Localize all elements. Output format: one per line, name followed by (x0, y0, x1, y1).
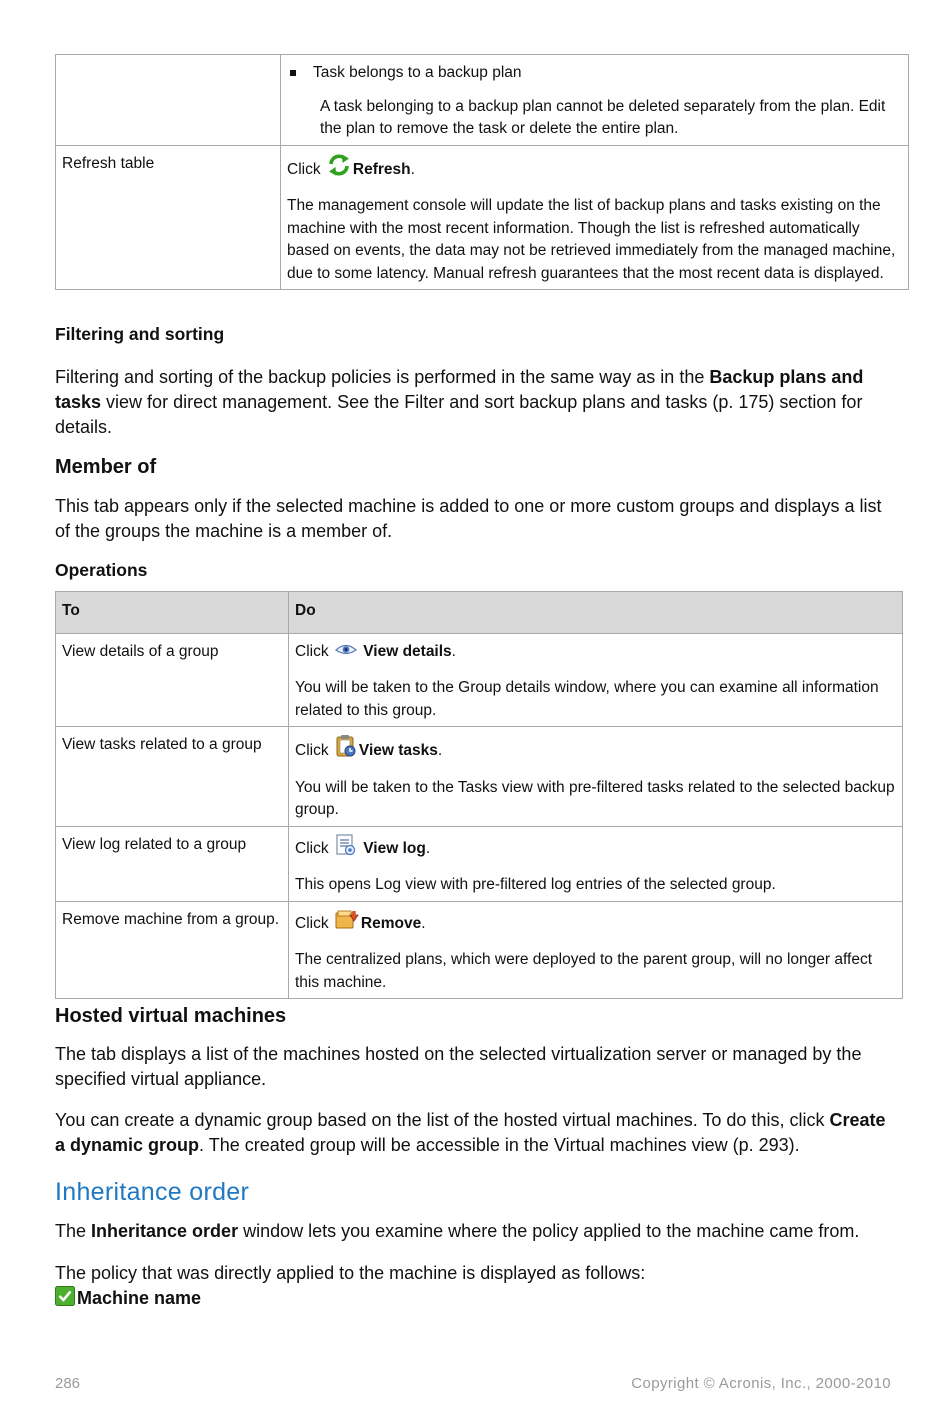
text-span: The (55, 1221, 92, 1241)
action-label: View log (363, 839, 426, 857)
text-span: . The created group will be accessible in the Virtual machines view (p. 293). (199, 1135, 800, 1155)
bold-span: Inheritance order (91, 1221, 239, 1241)
column-header-to: To (56, 592, 289, 634)
click-instruction: Click View log. (295, 834, 896, 864)
table-header-row (56, 592, 903, 634)
table-cell-do (289, 633, 903, 727)
table-cell-to: Refresh table (56, 145, 281, 290)
operations-table (55, 591, 903, 999)
click-label: Click (295, 642, 329, 660)
refresh-icon (327, 153, 351, 185)
member-of-paragraph: This tab appears only if the selected machine is added to one or more custom groups and displays a list of the groups the machine is a member of. (55, 496, 882, 541)
cell-description: The management console will update the list of backup plans and tasks existing on the machine with the most recent information. Though the list is refreshed automatically based on events, the data may not be retrieved immediately from the managed machine, due to some latency. Manual refresh guarantees that the most recent data is displayed. (287, 197, 896, 282)
copyright-notice: Copyright © Acronis, Inc., 2000-2010 (631, 1375, 891, 1392)
inheritance-paragraph-2: The policy that was directly applied to the machine is displayed as follows: (55, 1263, 646, 1283)
operations-table-continued (55, 54, 909, 290)
text-span: window lets you examine where the policy applied to the machine came from. (238, 1221, 860, 1241)
click-label: Click (295, 914, 329, 932)
click-instruction: Click View tasks. (295, 734, 896, 766)
cell-description: This opens Log view with pre-filtered log entries of the selected group. (295, 876, 776, 893)
table-cell (281, 145, 909, 290)
click-instruction: Click Remove. (295, 909, 896, 939)
machine-name-label: Machine name (77, 1288, 202, 1308)
cell-description: You will be taken to the Group details window, where you can examine all information related to this group. (295, 679, 879, 719)
tasks-icon (335, 734, 357, 766)
eye-icon (335, 643, 357, 667)
refresh-action-label: Refresh (352, 160, 411, 178)
table-cell-do (289, 826, 903, 901)
hosted-vm-paragraph-1: The tab displays a list of the machines hosted on the selected virtualization server or managed by the specified virtual appliance. (55, 1044, 862, 1089)
cell-description: You will be taken to the Tasks view with pre-filtered tasks related to the selected backup group. (295, 778, 895, 818)
table-row (56, 901, 903, 999)
click-label: Click (295, 839, 329, 857)
column-header-do: Do (289, 592, 903, 634)
table-cell-empty (56, 55, 281, 146)
table-cell-to: View details of a group (56, 633, 289, 727)
bullet-text: Task belongs to a backup plan (313, 64, 522, 81)
remove-icon (335, 909, 359, 939)
operations-heading: Operations (55, 560, 148, 580)
action-label: Remove (360, 914, 422, 932)
bullet-item (287, 62, 902, 85)
table-row (56, 145, 909, 290)
text-span: Filtering and sorting of the backup policies is performed in the same way as in the (55, 367, 710, 387)
text-span: You can create a dynamic group based on the list of the hosted virtual machines. To do this, click (55, 1110, 830, 1130)
table-cell-to: View tasks related to a group (56, 727, 289, 827)
table-cell-do (289, 727, 903, 827)
inheritance-order-heading: Inheritance order (55, 1178, 250, 1206)
log-icon (335, 834, 357, 864)
checkmark-icon (55, 1286, 75, 1313)
table-cell-to: View log related to a group (56, 826, 289, 901)
table-row (56, 727, 903, 827)
click-instruction: Click View details. (295, 641, 896, 667)
inheritance-paragraph-1 (55, 1219, 900, 1244)
table-row (56, 55, 909, 146)
bullet-note: A task belonging to a backup plan cannot be deleted separately from the plan. Edit the plan to remove the task or delete the entire plan. (320, 97, 886, 137)
bullet-square-icon (290, 70, 296, 76)
table-cell-do (289, 901, 903, 999)
table-cell (281, 55, 909, 146)
bold-span: Backup plans and tasks (55, 367, 864, 412)
member-of-heading: Member of (55, 456, 157, 478)
click-label: Click (295, 742, 329, 759)
text-span: view for direct management. See the Filter and sort backup plans and tasks (p. 175) section for details. (55, 392, 863, 437)
table-row (56, 633, 903, 727)
bold-span: Create a dynamic group (55, 1110, 886, 1155)
filtering-heading: Filtering and sorting (55, 324, 225, 344)
cell-description: The centralized plans, which were deployed to the parent group, will no longer affect this machine. (295, 951, 873, 991)
page-number: 286 (55, 1375, 81, 1392)
filtering-paragraph (55, 365, 900, 440)
click-label: Click (287, 160, 321, 178)
table-cell-to: Remove machine from a group. (56, 901, 289, 999)
machine-name-line (55, 1286, 900, 1313)
hosted-vm-heading: Hosted virtual machines (55, 1005, 287, 1027)
action-label: View details (363, 642, 452, 660)
click-instruction: Click Refresh. (287, 153, 902, 185)
action-label: View tasks (358, 742, 438, 759)
hosted-vm-paragraph-2 (55, 1108, 900, 1158)
table-row (56, 826, 903, 901)
